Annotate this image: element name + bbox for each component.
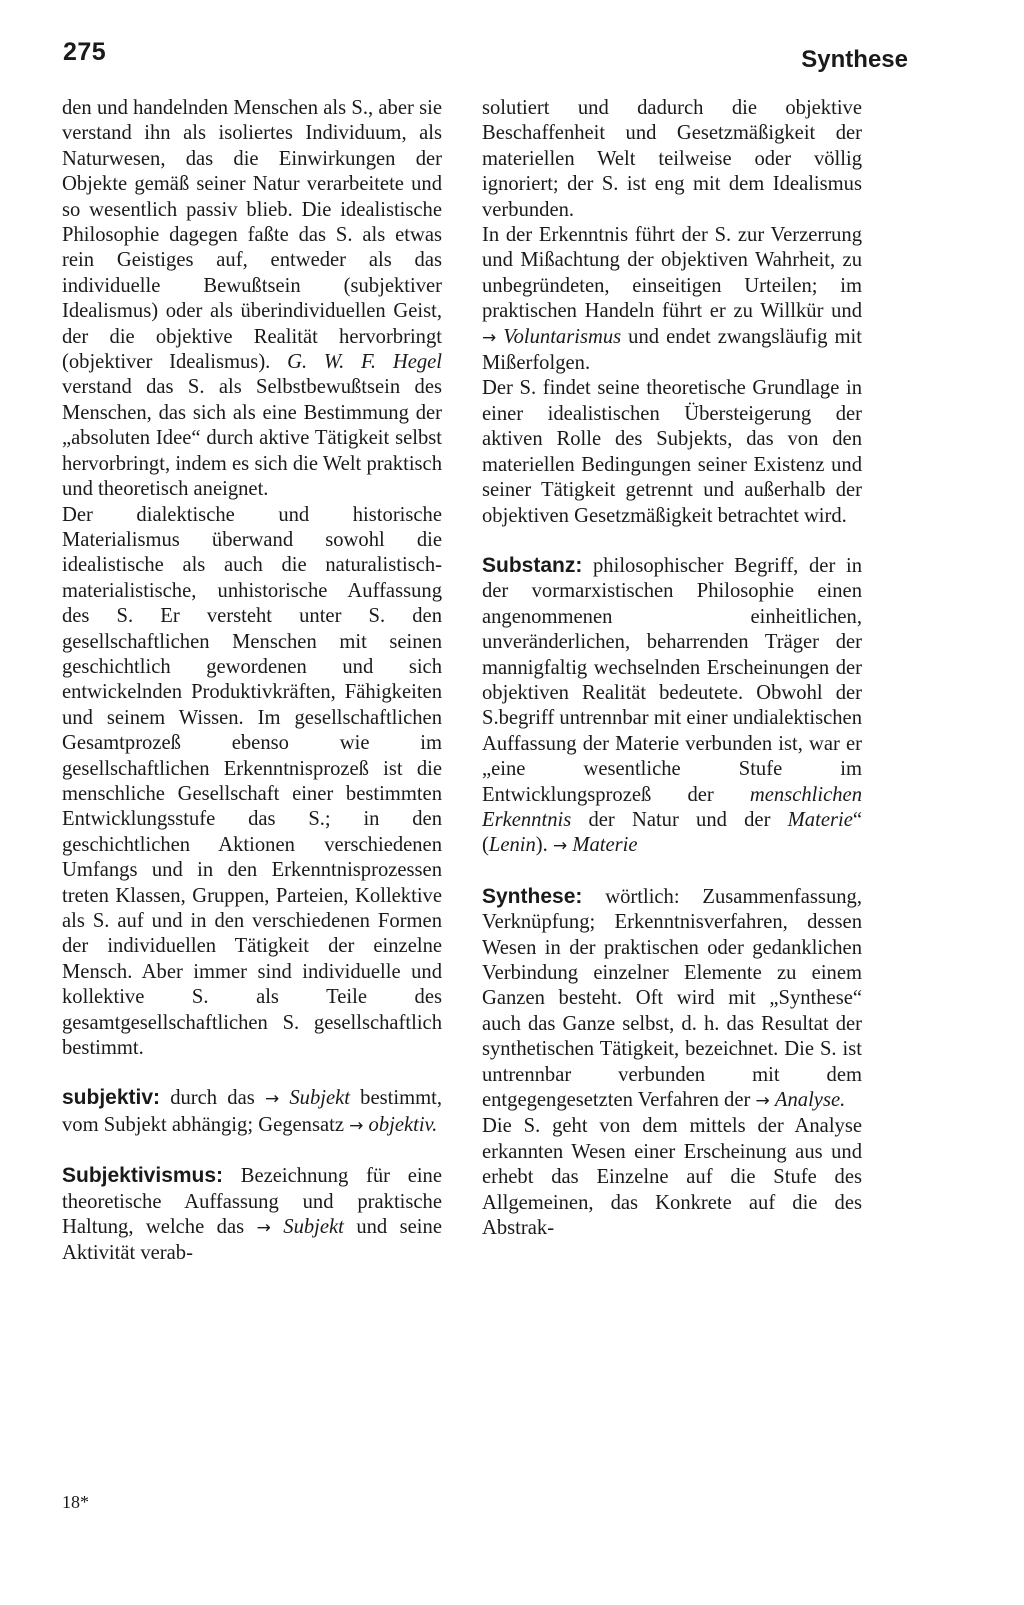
cross-reference: Subjekt — [283, 1216, 344, 1239]
entry-synthese: Synthese: wörtlich: Zusammenfassung, Verknüpfung; Erkenntnisverfahren, dessen Wesen in der praktischen oder gedanklichen Verbindung einzelner Elemente zu einem Ganzen besteht. Oft wird mit „Synthese“ auch das Ganze selbst, d. h. das Resultat der synthetischen Tätigkeit, bezeichnet. Die S. ist untrennbar verbunden mit dem entgegengesetzten Verfahren der → Analyse. — [482, 884, 862, 1112]
arrow-icon: → — [482, 327, 497, 348]
signature-mark: 18* — [62, 1492, 89, 1512]
arrow-icon: → — [349, 1115, 364, 1136]
entry-term: Synthese: — [482, 884, 583, 908]
paragraph: Der dialektische und historische Materialismus überwand sowohl die idealistische als auch die naturalistisch-materialistische, unhistorische Auffassung des S. Er versteht unter S. den gesellschaftlichen Menschen mit seinen geschichtlich gewordenen und sich entwickelnden Produktivkräften, Fähigkeiten und seinem Wissen. Im gesellschaftlichen Gesamtprozeß ebenso wie im gesellschaftlichen Erkenntnisprozeß ist die menschliche Gesellschaft einer bestimmten Entwicklungsstufe das S.; in den geschichtlichen Aktionen verschiedenen Umfangs und in den Erkenntnisprozessen treten Klassen, Gruppen, Parteien, Kollektive als S. auf und in den verschiedenen Formen der individuellen Tätigkeit der einzelne Mensch. Aber immer sind individuelle und kollektive S. als Teile des gesamtgesellschaftlichen S. gesellschaftlich bestimmt. — [62, 503, 442, 1060]
entry-subjektiv: subjektiv: durch das → Subjekt bestimmt, vom Subjekt abhängig; Gegensatz → objektiv. — [62, 1086, 442, 1136]
paragraph: den und handelnden Menschen als S., aber sie verstand ihn als isoliertes Individuum, als Naturwesen, das die Einwirkungen der Objekte gemäß seiner Natur verarbeitete und so wesentlich passiv blieb. Die idealistische Philosophie dagegen faßte das S. als etwas rein Geistiges auf, entweder als das individuelle Bewußtsein (subjektiver Idealismus) oder als überindividuellen Geist, der die objektive Realität hervorbringt (objektiver Idealismus). G. W. F. Hegel verstand das S. als Selbstbewußtsein des Menschen, das sich als eine Bestimmung der „absoluten Idee“ durch aktive Tätigkeit selbst hervorbringt, indem es sich die Welt praktisch und theoretisch aneignet. — [62, 97, 442, 501]
paragraph: Die S. geht von dem mittels der Analyse erkannten Wesen einer Erscheinung aus und erhebt das Einzelne auf die Stufe des Allgemeinen, das Konkrete auf die des Abstrak- — [482, 1115, 862, 1240]
paragraph: Der S. findet seine theoretische Grundlage in einer idealistischen Übersteigerung der aktiven Rolle des Subjekts, das von den materiellen Bedingungen seiner Existenz und seiner Tätigkeit getrennt und außerhalb der objektiven Gesetzmäßigkeit betrachtet wird. — [482, 377, 862, 527]
entry-term: subjektiv: — [62, 1086, 161, 1110]
right-column — [482, 96, 862, 1241]
page-number: 275 — [63, 38, 107, 66]
paragraph: solutiert und dadurch die objektive Beschaffenheit und Gesetzmäßigkeit der materiellen Welt teilweise oder völlig ignoriert; der S. ist eng mit dem Idealismus verbunden. — [482, 97, 862, 221]
cross-reference: Subjekt — [289, 1087, 350, 1110]
running-head: Synthese — [801, 46, 908, 73]
arrow-icon: → — [256, 1218, 271, 1239]
arrow-icon: → — [264, 1089, 280, 1110]
entry-term: Subjektivismus: — [62, 1164, 224, 1188]
entry-substanz: Substanz: philosophischer Begriff, der in der vormarxistischen Philosophie einen angenommenen einheitlichen, unveränderlichen, beharrenden Träger der mannigfaltig wechselnden Erscheinungen der objektiven Realität bedeutete. Obwohl der S.begriff untrennbar mit einer undialektischen Auffassung der Materie verbunden ist, war er „eine wesentliche Stufe im Entwicklungsprozeß der menschlichen Erkenntnis der Natur und der Materie“ (Lenin). → Materie — [482, 553, 862, 857]
entry-term: Substanz: — [482, 553, 583, 577]
cross-reference: Materie — [572, 834, 638, 857]
paragraph: In der Erkenntnis führt der S. zur Verzerrung und Mißachtung der objektiven Wahrheit, zu unbegründeten, einseitigen Urteilen; im praktischen Handeln führt er zu Willkür und → Voluntarismus und endet zwangsläufig mit Mißerfolgen. — [482, 224, 862, 375]
arrow-icon: → — [552, 836, 568, 857]
cross-reference: objektiv. — [368, 1113, 438, 1136]
entry-subjektivismus: Subjektivismus: Bezeichnung für eine theoretische Auffassung und praktische Haltung, welche das → Subjekt und seine Aktivität verab- — [62, 1164, 442, 1265]
cross-reference: Analyse. — [774, 1089, 846, 1112]
arrow-icon: → — [755, 1091, 770, 1112]
cross-reference: Voluntarismus — [503, 325, 622, 348]
left-column — [62, 96, 442, 1267]
